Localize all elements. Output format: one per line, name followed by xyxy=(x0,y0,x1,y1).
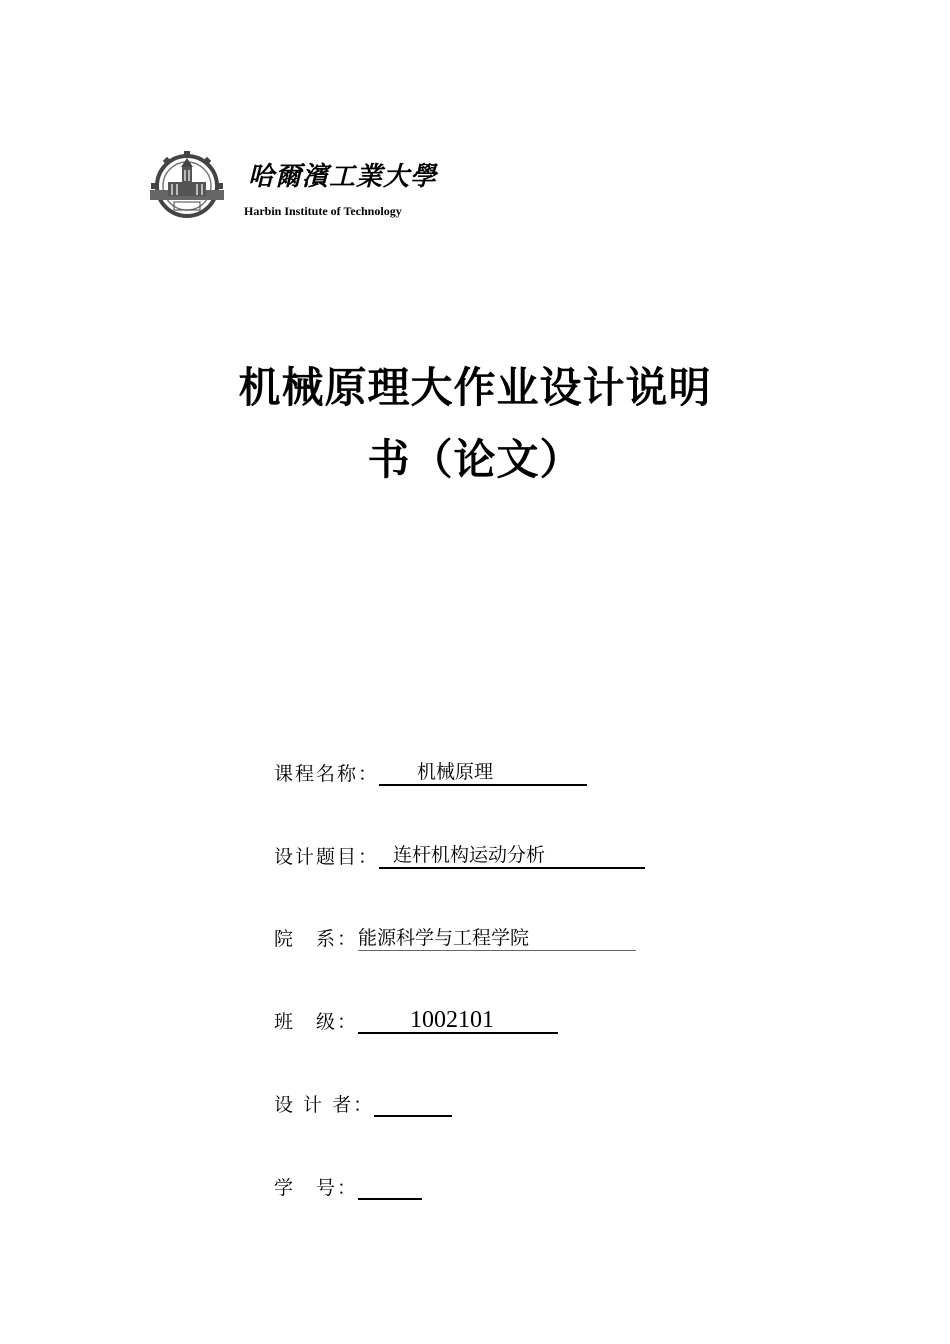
class-label: 班 级： xyxy=(274,1011,359,1033)
student-id-value xyxy=(358,1174,422,1200)
department-label: 院 系： xyxy=(274,928,359,950)
course-name-value: 机械原理 xyxy=(379,760,587,786)
university-name-en: Harbin Institute of Technology xyxy=(244,204,402,218)
title-line-1: 机械原理大作业设计说明 xyxy=(238,363,712,412)
student-id-field xyxy=(274,1170,422,1200)
title-line-2: 书（论文） xyxy=(367,435,583,484)
department-value: 能源科学与工程学院 xyxy=(358,926,636,951)
designer-field xyxy=(274,1087,452,1117)
design-topic-field xyxy=(274,839,645,869)
student-id-label: 学 号： xyxy=(274,1177,359,1199)
department-field xyxy=(274,921,636,951)
design-topic-label: 设计题目： xyxy=(274,846,380,868)
course-name-label: 课程名称： xyxy=(274,763,380,785)
class-field xyxy=(274,1004,558,1034)
university-logo-block xyxy=(148,150,468,222)
document-title xyxy=(150,352,800,496)
class-value: 1002101 xyxy=(358,1008,558,1034)
university-emblem-icon xyxy=(148,150,226,222)
designer-value xyxy=(374,1091,452,1117)
design-topic-value: 连杆机构运动分析 xyxy=(379,843,645,869)
university-name-cn: 哈爾濱工業大學 xyxy=(248,162,438,192)
designer-label: 设 计 者： xyxy=(274,1094,375,1116)
course-name-field xyxy=(274,756,587,786)
